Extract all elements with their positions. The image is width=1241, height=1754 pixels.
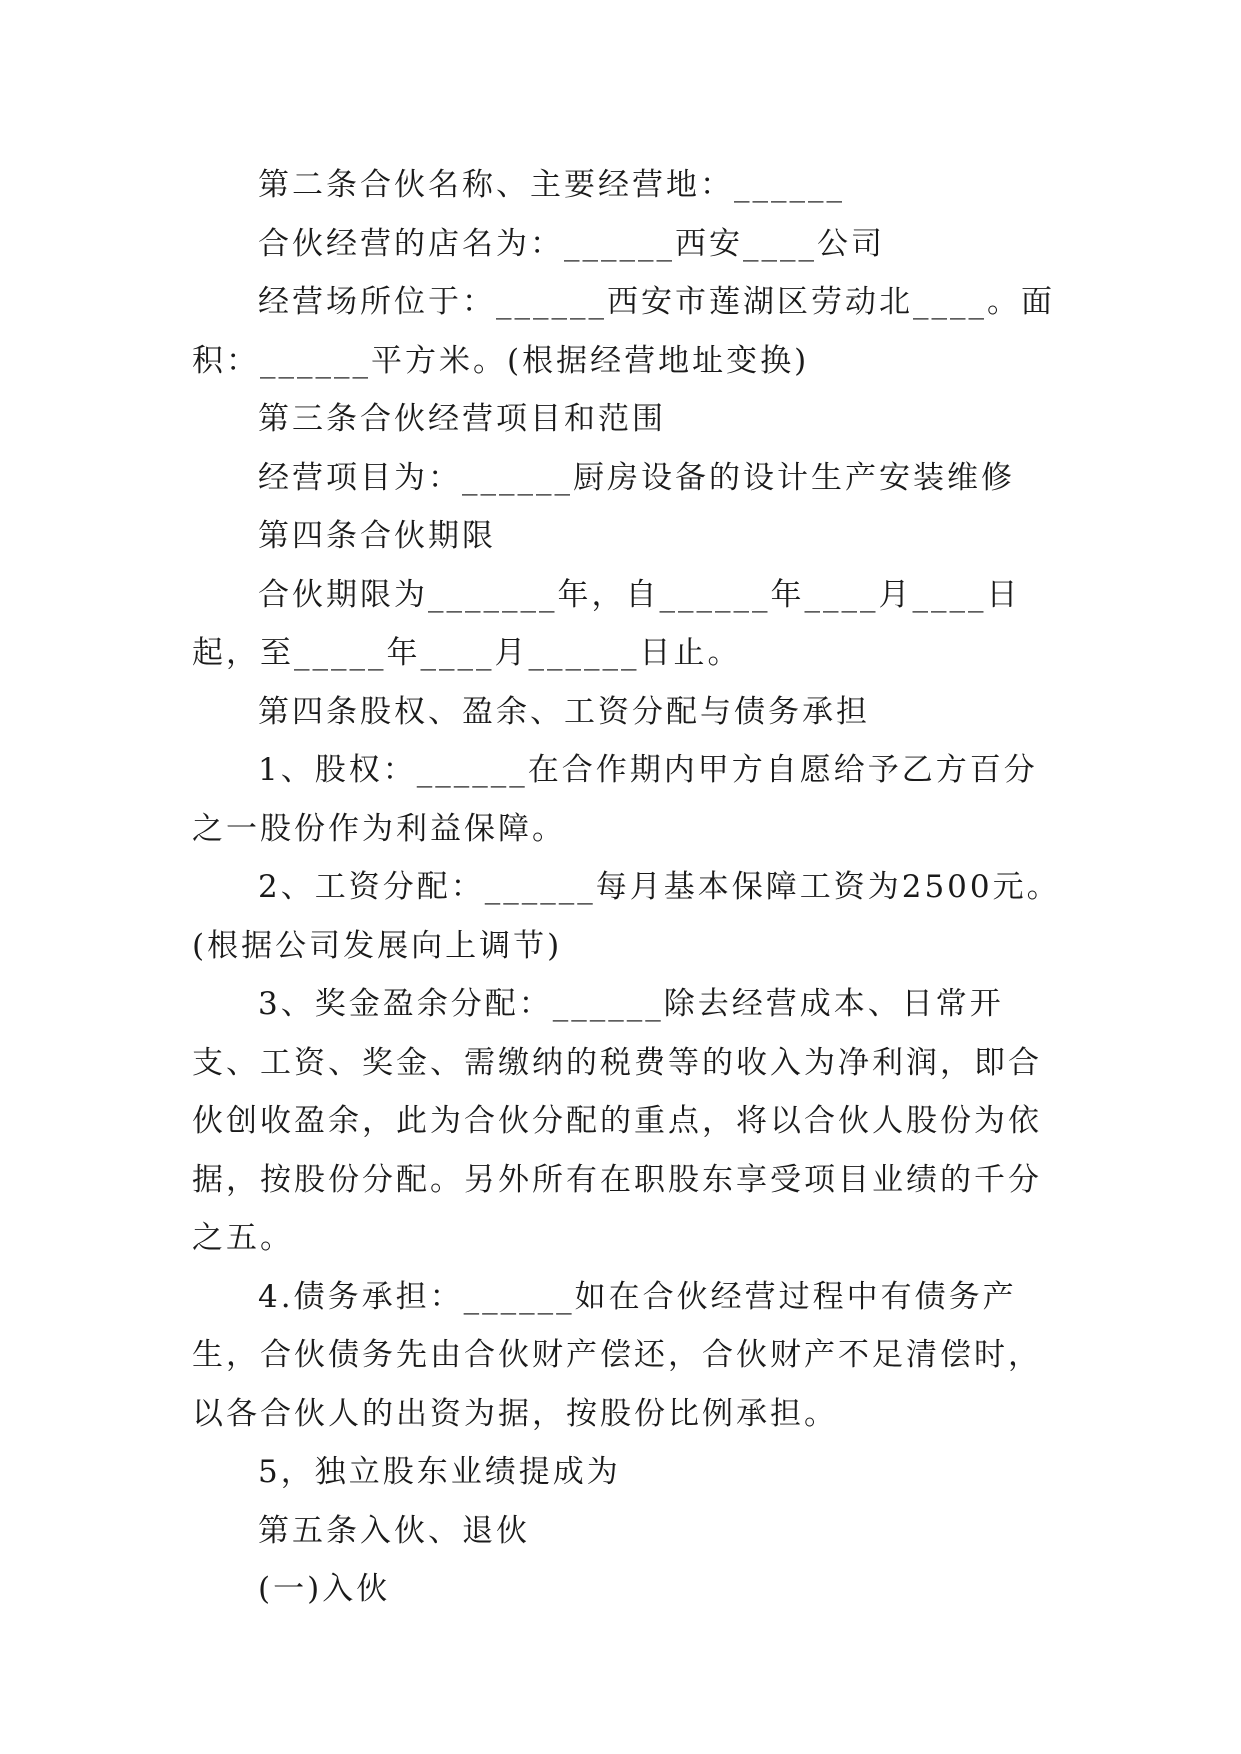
debt-item: 4.债务承担：______如在合伙经营过程中有债务产生，合伙债务先由合伙财产偿还，合伙财产不足清偿时，以各合伙人的出资为据，按股份比例承担。 (192, 1278, 1042, 1432)
business-scope-line: 经营项目为：______厨房设备的设计生产安装维修 (258, 459, 1015, 496)
joining-subheading: (一)入伙 (258, 1571, 391, 1607)
bonus-surplus-item: 3、奖金盈余分配：______除去经营成本、日常开支、工资、奖金、需缴纳的税费等的收入为净利润，即合伙创收盈余，此为合伙分配的重点，将以合伙人股份为依据，按股份分配。另外所有在职股东享受项目业绩的千分之五。 (192, 986, 1042, 1256)
shareholder-commission-item: 5，独立股东业绩提成为 (258, 1454, 621, 1490)
salary-item: 2、工资分配：______每月基本保障工资为2500元。(根据公司发展向上调节) (192, 869, 1061, 964)
clause-5-heading: 第五条入伙、退伙 (258, 1512, 530, 1549)
clause-2-heading: 第二条合伙名称、主要经营地：______ (258, 167, 845, 203)
document-body (192, 156, 1062, 1619)
clause-4-heading: 第四条合伙期限 (258, 518, 496, 554)
partnership-term-line: 合伙期限为_______年，自______年____月____日起，至_____年____月______日止。 (192, 576, 1021, 671)
shop-name-line: 合伙经营的店名为：______西安____公司 (258, 225, 885, 262)
clause-4-equity-heading: 第四条股权、盈余、工资分配与债务承担 (258, 693, 870, 730)
equity-item: 1、股权：______在合作期内甲方自愿给予乙方百分之一股份作为利益保障。 (192, 752, 1038, 847)
clause-3-heading: 第三条合伙经营项目和范围 (258, 401, 666, 437)
business-location-line: 经营场所位于：______西安市莲湖区劳动北____。面积：______平方米。(根据经营地址变换) (192, 284, 1055, 379)
